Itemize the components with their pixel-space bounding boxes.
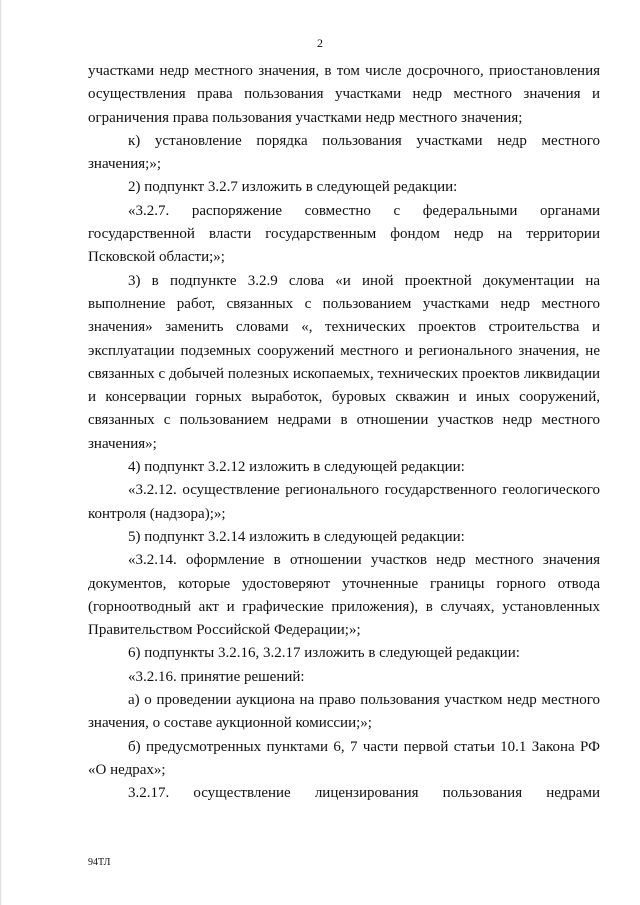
page-number: 2 bbox=[317, 36, 323, 50]
paragraph-1: участками недр местного значения, в том числе досрочного, приостановления осуществления права пользования участками недр местного значения и ограничения права пользования участками недр местного значения; bbox=[88, 63, 600, 126]
paragraph-4: «3.2.7. распоряжение совместно с федеральными органами государственной власти государственным фондом недр на территории Псковской области;»; bbox=[88, 202, 600, 266]
scan-edge-shadow bbox=[0, 0, 2, 905]
paragraph-10: 6) подпункты 3.2.16, 3.2.17 изложить в следующей редакции: bbox=[128, 645, 520, 662]
paragraph-7: «3.2.12. осуществление регионального государственного геологического контроля (надзора);»; bbox=[88, 482, 600, 522]
paragraph-5: 3) в подпункте 3.2.9 слова «и иной проектной документации на выполнение работ, связанных с пользованием участками недр местного значения» заменить словами «, технических проектов строительства и эксплуатации подземных сооружений местного и регионального значения, не связанных с добычей полезных ископаемых, технических проектов ликвидации и консервации горных выработок, буровых скважин и иных сооружений, связанных с пользованием недрами в отношении участков недр местного значения»; bbox=[88, 272, 600, 452]
paragraph-12: а) о проведении аукциона на право пользования участком недр местного значения, о составе аукционной комиссии;»; bbox=[88, 692, 600, 732]
paragraph-9: «3.2.14. оформление в отношении участков недр местного значения документов, которые удостоверяют уточненные границы горного отвода (горноотводный акт и графические приложения), в случаях, установленных Правительством Российской Федерации;»; bbox=[88, 552, 600, 639]
paragraph-2: к) установление порядка пользования участками недр местного значения;»; bbox=[88, 132, 600, 173]
footer-document-code: 94ТЛ bbox=[88, 857, 111, 868]
paragraph-6: 4) подпункт 3.2.12 изложить в следующей редакции: bbox=[128, 459, 465, 476]
paragraph-3: 2) подпункт 3.2.7 изложить в следующей редакции: bbox=[128, 179, 458, 196]
paragraph-8: 5) подпункт 3.2.14 изложить в следующей редакции: bbox=[128, 528, 465, 545]
document-body bbox=[88, 60, 600, 806]
paragraph-14: 3.2.17. осуществление лицензирования пользования недрами bbox=[128, 785, 600, 802]
paragraph-11: «3.2.16. принятие решений: bbox=[128, 668, 305, 685]
paragraph-13: б) предусмотренных пунктами 6, 7 части первой статьи 10.1 Закона РФ «О недрах»; bbox=[88, 738, 600, 778]
